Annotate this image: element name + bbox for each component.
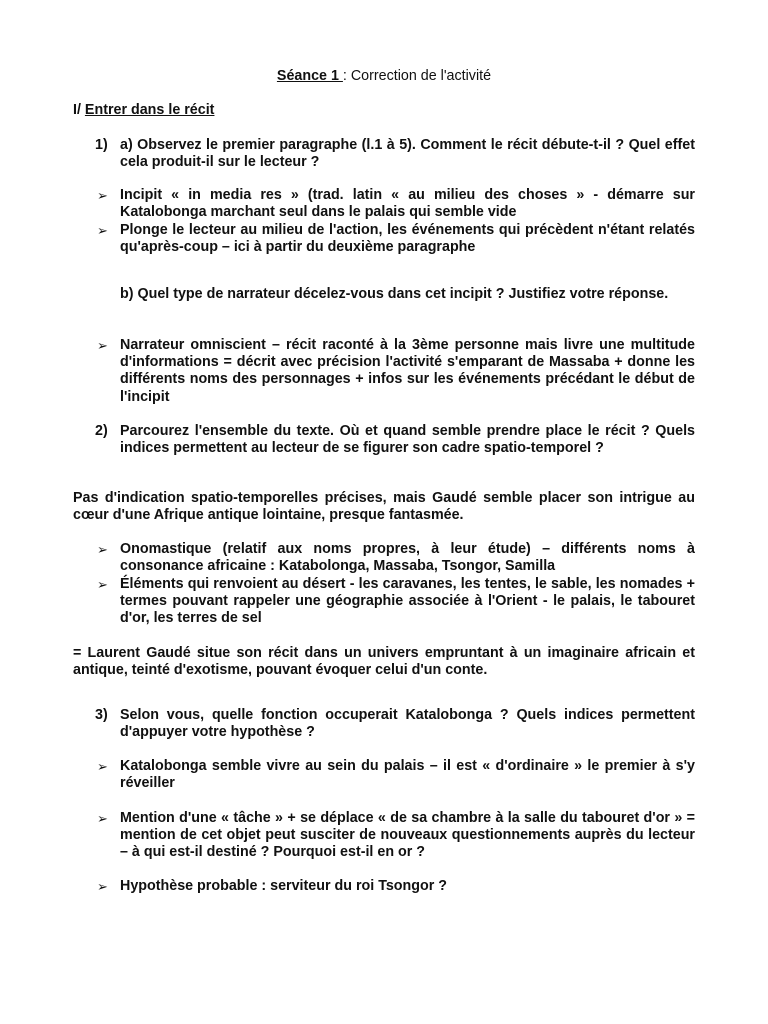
title-seance: Séance 1 xyxy=(276,68,343,84)
bullet-text: Narrateur omniscient – récit raconté à la 3ème personne mais livre une multitude d'informations = décrit avec précision l'activité s'emparant de Massaba + donne les différents noms des personnages + infos sur les événements précédant le début de l'incipit xyxy=(120,337,695,405)
arrow-bullet-icon: ➢ xyxy=(97,188,108,203)
page-title xyxy=(0,68,768,85)
bullet-text: Mention d'une « tâche » + se déplace « de sa chambre à la salle du tabouret d'or » = mention de cet objet peut susciter de nouveaux questionnements auprès du lecteur – à qui est-il destiné ? Pourquoi est-il en or ? xyxy=(120,810,695,861)
section-title: Entrer dans le récit xyxy=(84,102,215,118)
question-text: a) Observez le premier paragraphe (l.1 à 5). Comment le récit débute-t-il ? Quel effet cela produit-il sur le lecteur ? xyxy=(120,137,695,171)
bullet-text: Incipit « in media res » (trad. latin « au milieu des choses » - démarre sur Katalobonga marchant seul dans le palais qui semble vide xyxy=(120,187,695,221)
question-text: Parcourez l'ensemble du texte. Où et quand semble prendre place le récit ? Quels indices permettent au lecteur de se figurer son cadre spatio-temporel ? xyxy=(120,423,695,457)
paragraph: Pas d'indication spatio-temporelles précises, mais Gaudé semble placer son intrigue au cœur d'une Afrique antique lointaine, presque fantasmée. xyxy=(73,490,695,524)
arrow-bullet-icon: ➢ xyxy=(97,759,108,774)
bullet-item xyxy=(95,187,695,221)
paragraph: = Laurent Gaudé situe son récit dans un univers empruntant à un imaginaire africain et antique, teinté d'exotisme, pouvant évoquer celui d'un conte. xyxy=(73,645,695,679)
bullet-item xyxy=(95,337,695,406)
arrow-bullet-icon: ➢ xyxy=(97,542,108,557)
question-3 xyxy=(95,707,695,741)
arrow-bullet-icon: ➢ xyxy=(97,811,108,826)
arrow-bullet-icon: ➢ xyxy=(97,577,108,592)
bullet-text: Katalobonga semble vivre au sein du palais – il est « d'ordinaire » le premier à s'y réveiller xyxy=(120,758,695,792)
section-heading xyxy=(73,102,214,119)
bullet-text: Éléments qui renvoient au désert - les caravanes, les tentes, le sable, les nomades + termes pouvant rappeler une géographie associée à l'Orient - le palais, le tabouret d'or, les terres de sel xyxy=(120,576,695,627)
bullet-text: Plonge le lecteur au milieu de l'action, les événements qui précèdent n'étant relatés qu'après-coup – ici à partir du deuxième paragraphe xyxy=(120,222,695,256)
bullet-item xyxy=(95,758,695,792)
question-number: 2) xyxy=(95,423,108,439)
arrow-bullet-icon: ➢ xyxy=(97,338,108,353)
section-prefix: I/ xyxy=(73,102,85,118)
bullet-item xyxy=(95,810,695,862)
title-rest: : Correction de l'activité xyxy=(342,68,492,84)
question-1b: b) Quel type de narrateur décelez-vous dans cet incipit ? Justifiez votre réponse. xyxy=(120,286,669,302)
bullet-text: Hypothèse probable : serviteur du roi Tsongor ? xyxy=(120,878,448,894)
question-1a xyxy=(95,137,695,171)
bullet-item xyxy=(95,541,695,575)
question-number: 3) xyxy=(95,707,108,723)
arrow-bullet-icon: ➢ xyxy=(97,879,108,894)
question-text: Selon vous, quelle fonction occuperait Katalobonga ? Quels indices permettent d'appuyer votre hypothèse ? xyxy=(120,707,695,741)
arrow-bullet-icon: ➢ xyxy=(97,223,108,238)
question-2 xyxy=(95,423,695,457)
question-number: 1) xyxy=(95,137,108,153)
bullet-item xyxy=(95,878,695,895)
bullet-text: Onomastique (relatif aux noms propres, à leur étude) – différents noms à consonance africaine : Katabolonga, Massaba, Tsongor, Samilla xyxy=(120,541,695,575)
bullet-item xyxy=(95,222,695,256)
bullet-item xyxy=(95,576,695,628)
